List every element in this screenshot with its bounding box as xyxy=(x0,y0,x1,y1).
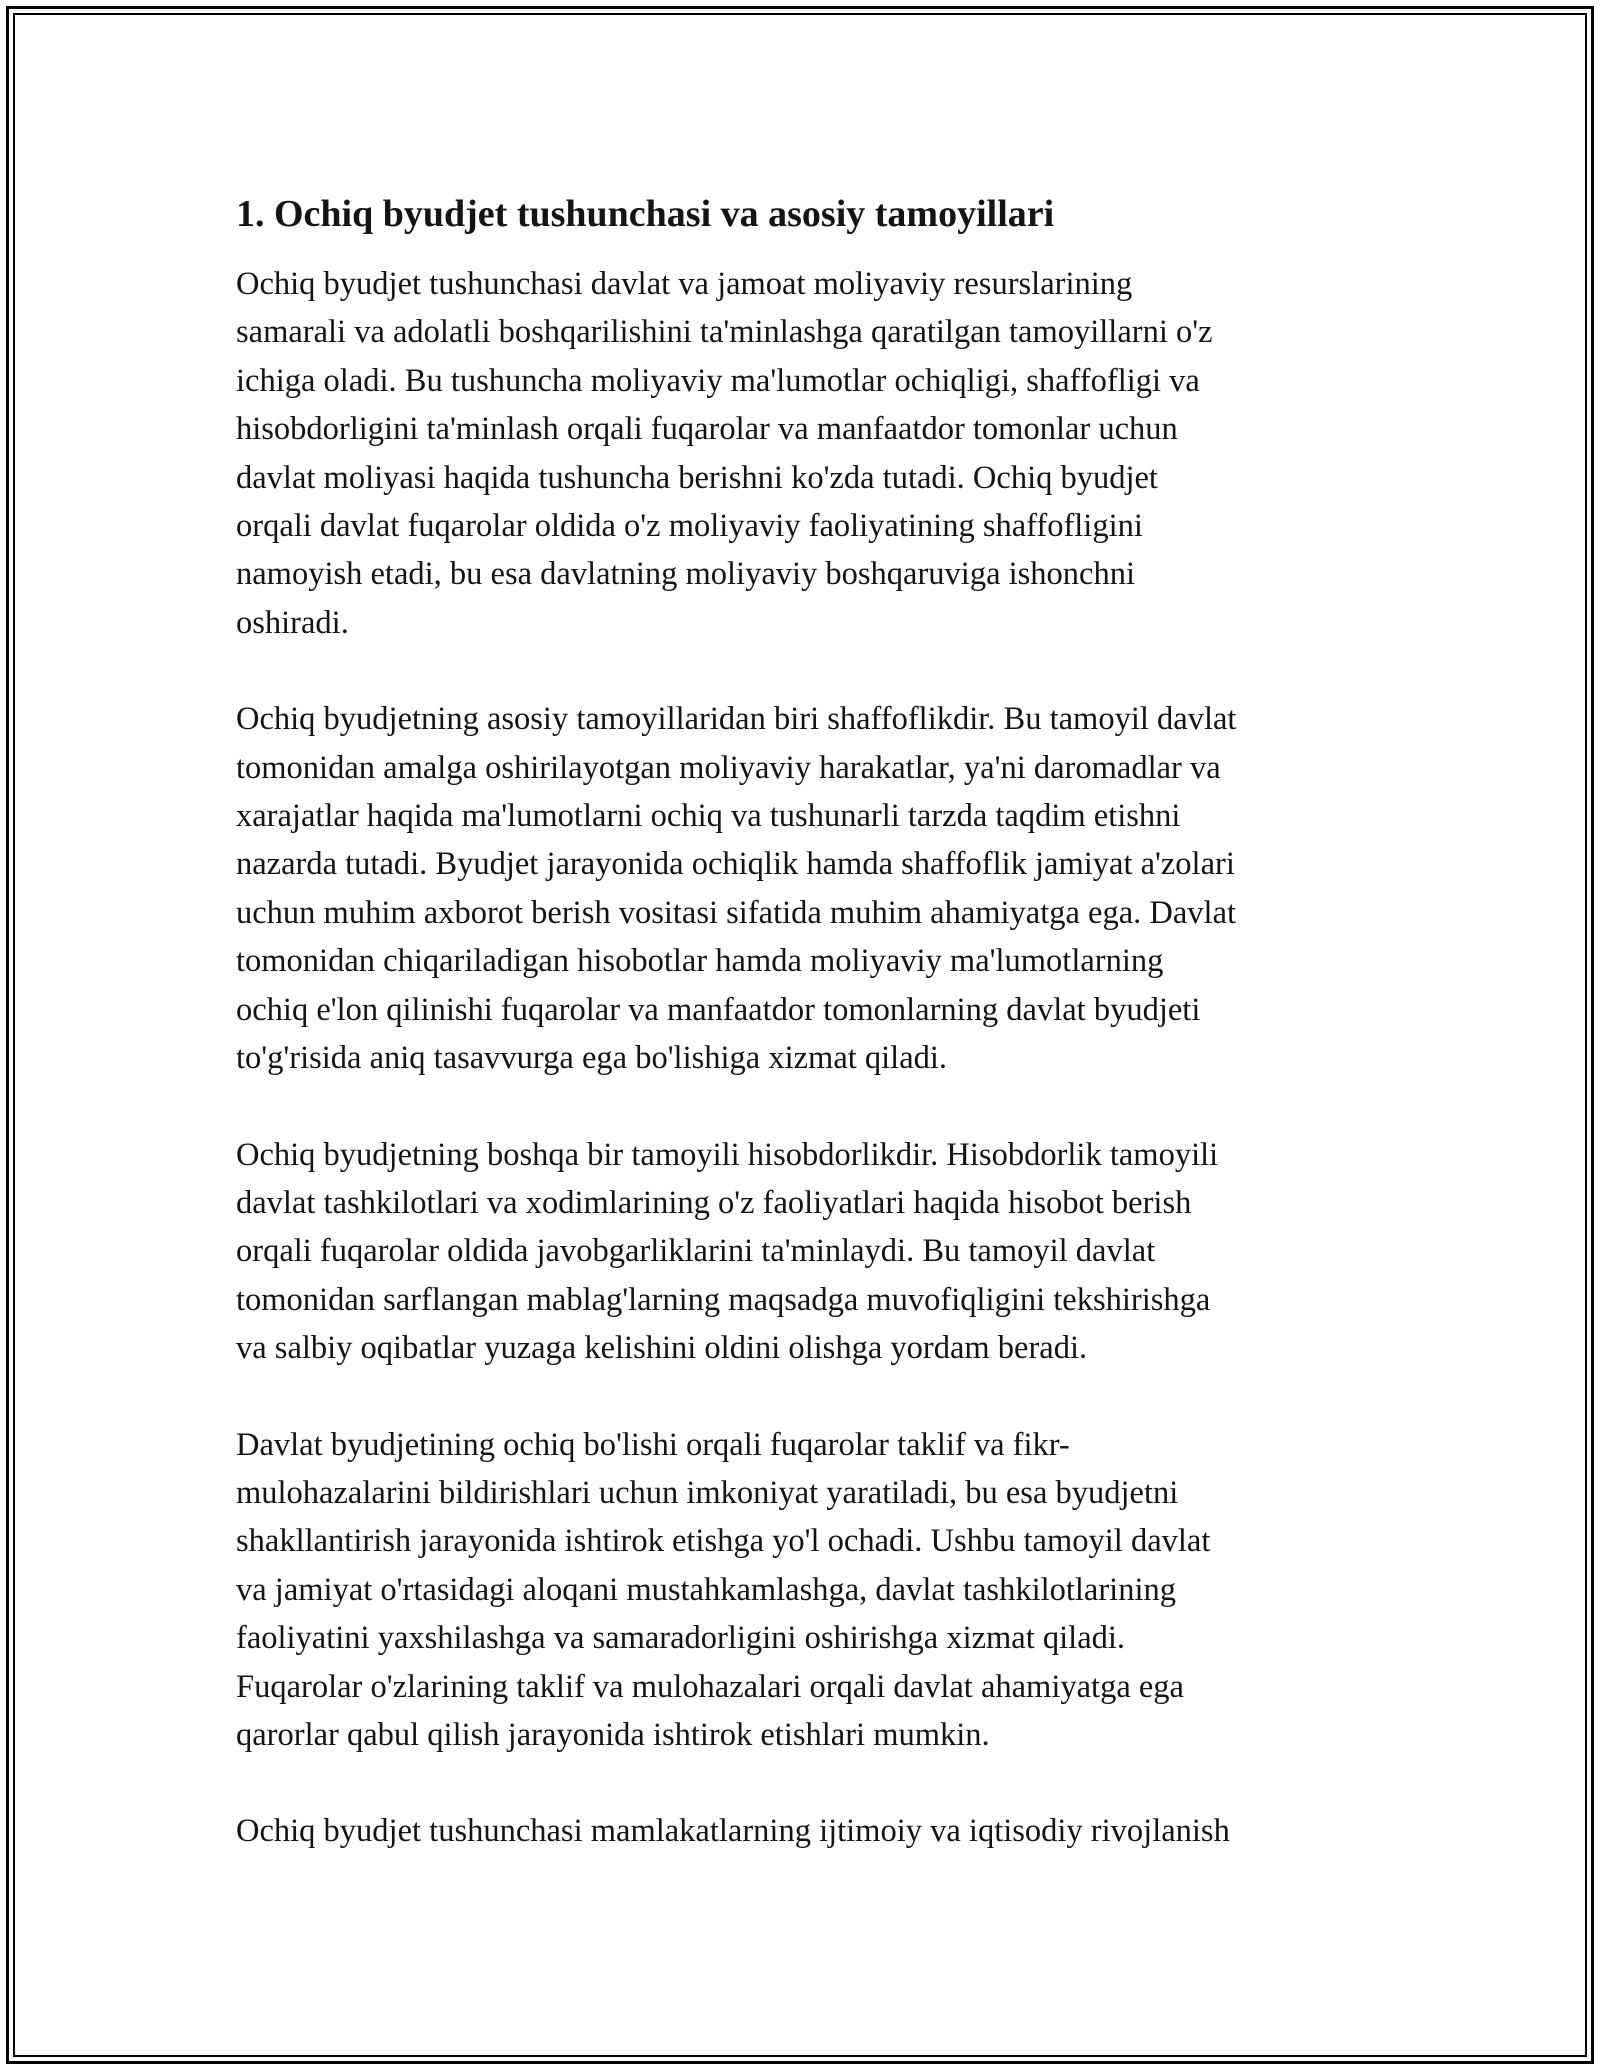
text-line: uchun muhim axborot berish vositasi sifatida muhim ahamiyatga ega. Davlat xyxy=(236,894,1237,931)
paragraph-2 xyxy=(236,695,1386,1082)
text-line: qarorlar qabul qilish jarayonida ishtirok etishlari mumkin. xyxy=(236,1716,990,1753)
text-line: namoyish etadi, bu esa davlatning moliyaviy boshqaruviga ishonchni xyxy=(236,556,1136,593)
text-line: Ochiq byudjet tushunchasi davlat va jamoat moliyaviy resurslarining xyxy=(236,266,1133,302)
text-line: Davlat byudjetining ochiq bo'lishi orqali fuqarolar taklif va fikr- xyxy=(236,1426,1070,1463)
section-heading: 1. Ochiq byudjet tushunchasi va asosiy tamoyillari xyxy=(236,193,1055,235)
text-line: orqali fuqarolar oldida javobgarliklarini ta'minlaydi. Bu tamoyil davlat xyxy=(236,1233,1156,1270)
text-line: samarali va adolatli boshqarilishini ta'minlashga qaratilgan tamoyillarni o'z xyxy=(236,314,1213,351)
text-line: va salbiy oqibatlar yuzaga kelishini oldini olishga yordam beradi. xyxy=(236,1330,1088,1367)
text-line: faoliyatini yaxshilashga va samaradorligini oshirishga xizmat qiladi. xyxy=(236,1620,1126,1657)
text-line: ochiq e'lon qilinishi fuqarolar va manfaatdor tomonlarning davlat byudjeti xyxy=(236,991,1201,1028)
text-line: orqali davlat fuqarolar oldida o'z moliyaviy faoliyatining shaffofligini xyxy=(236,508,1143,545)
text-line: mulohazalarini bildirishlari uchun imkoniyat yaratiladi, bu esa byudjetni xyxy=(236,1474,1179,1511)
text-line: tomonidan sarflangan mablag'larning maqsadga muvofiqligini tekshirishga xyxy=(236,1281,1211,1318)
text-line: Ochiq byudjetning boshqa bir tamoyili hisobdorlikdir. Hisobdorlik tamoyili xyxy=(236,1136,1219,1173)
text-line: xarajatlar haqida ma'lumotlarni ochiq va tushunarli tarzda taqdim etishni xyxy=(236,798,1181,835)
paragraph-1 xyxy=(236,260,1386,647)
text-line: Ochiq byudjetning asosiy tamoyillaridan biri shaffoflikdir. Bu tamoyil davlat xyxy=(236,701,1237,738)
text-line: ichiga oladi. Bu tushuncha moliyaviy ma'lumotlar ochiqligi, shaffofligi va xyxy=(236,362,1200,399)
document-body xyxy=(236,188,1386,1904)
text-line: shakllantirish jarayonida ishtirok etishga yo'l ochadi. Ushbu tamoyil davlat xyxy=(236,1523,1211,1560)
paragraph-5 xyxy=(236,1807,1386,1855)
paragraph-3 xyxy=(236,1131,1386,1373)
text-line: va jamiyat o'rtasidagi aloqani mustahkamlashga, davlat tashkilotlarining xyxy=(236,1571,1176,1608)
text-line: hisobdorligini ta'minlash orqali fuqarolar va manfaatdor tomonlar uchun xyxy=(236,411,1178,448)
text-line: davlat tashkilotlari va xodimlarining o'z faoliyatlari haqida hisobot berish xyxy=(236,1184,1192,1221)
text-line: oshiradi. xyxy=(236,604,349,641)
text-line: davlat moliyasi haqida tushuncha berishni ko'zda tutadi. Ochiq byudjet xyxy=(236,459,1158,496)
text-line: Fuqarolar o'zlarining taklif va mulohazalari orqali davlat ahamiyatga ega xyxy=(236,1668,1184,1705)
text-line: nazarda tutadi. Byudjet jarayonida ochiqlik hamda shaffoflik jamiyat a'zolari xyxy=(236,846,1235,883)
text-line: to'g'risida aniq tasavvurga ega bo'lishiga xizmat qiladi. xyxy=(236,1040,948,1077)
text-line: Ochiq byudjet tushunchasi mamlakatlarning ijtimoiy va iqtisodiy rivojlanish xyxy=(236,1813,1230,1850)
text-line: tomonidan chiqariladigan hisobotlar hamda moliyaviy ma'lumotlarning xyxy=(236,943,1164,980)
paragraph-4 xyxy=(236,1421,1386,1760)
text-line: tomonidan amalga oshirilayotgan moliyaviy harakatlar, ya'ni daromadlar va xyxy=(236,749,1221,786)
